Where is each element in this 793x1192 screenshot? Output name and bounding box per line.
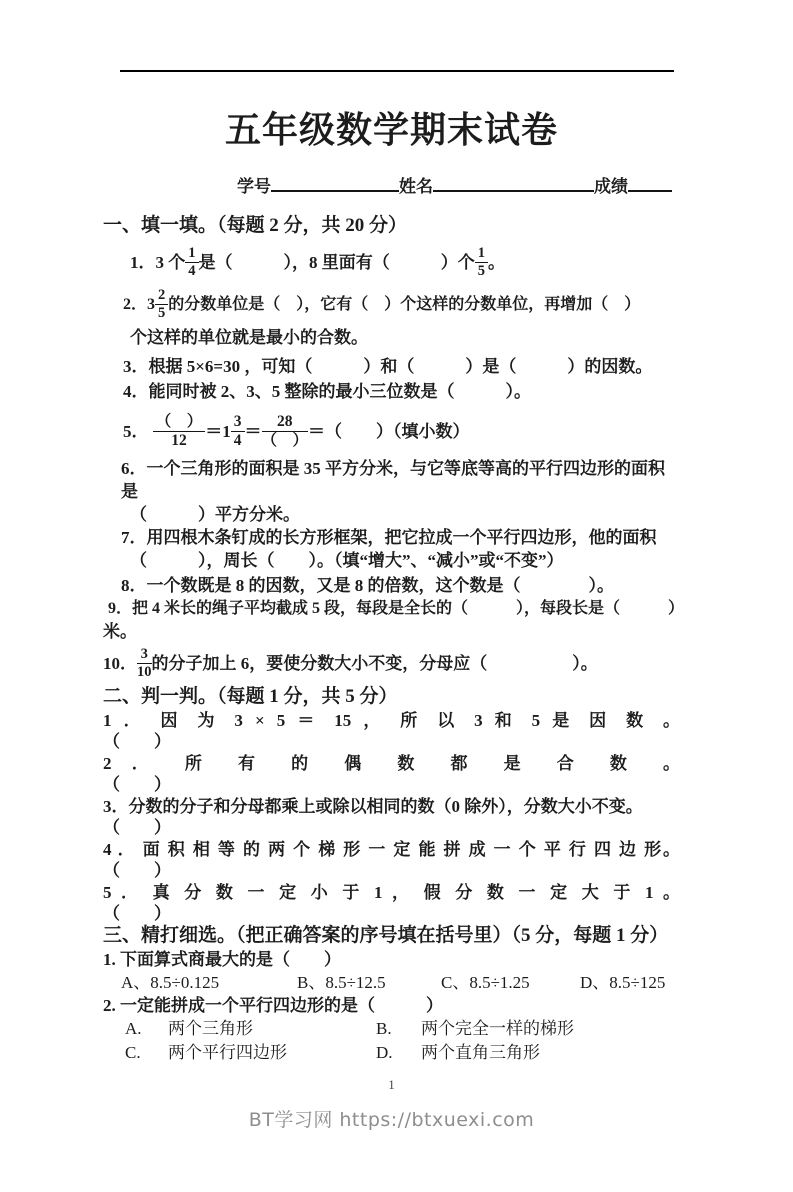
name-label: 姓名 xyxy=(399,177,433,196)
fraction xyxy=(137,646,152,680)
question-1-2-continued: 个这样的单位就是最小的合数。 xyxy=(130,328,368,347)
fraction xyxy=(475,245,488,279)
section2-heading: 二、判一判。（每题 1 分，共 5 分） xyxy=(103,686,398,707)
fraction-numerator: 3 xyxy=(231,413,245,432)
question-1-6-line1: 6．一个三角形的面积是 35 平方分米，与它等底等高的平行四边形的面积是 xyxy=(121,459,665,501)
fraction-numerator: 1 xyxy=(185,245,198,263)
question-1-7-line2: （ ），周长（ ）。（填“增大”、“减小”或“不变”） xyxy=(130,551,564,570)
fraction-denominator: （ ） xyxy=(261,431,309,449)
question-1-1 xyxy=(130,242,680,282)
option-letter-d: D. xyxy=(376,1043,393,1062)
footer-site-link[interactable]: BT学习网 https://btxuexi.com xyxy=(248,1109,535,1131)
question-3-2-options-row1 xyxy=(125,1017,680,1041)
question-1-4: 4．能同时被 2、3、5 整除的最小三位数是（ ）。 xyxy=(123,382,531,401)
option-letter-a: A. xyxy=(125,1019,142,1038)
question-text: ＝（ ）（填小数） xyxy=(308,421,470,441)
fraction-denominator: 4 xyxy=(188,262,196,279)
fraction-denominator: 12 xyxy=(171,431,187,449)
fraction xyxy=(153,413,206,450)
question-number: 5． xyxy=(123,421,149,441)
question-1-9-line2: 米。 xyxy=(103,622,137,641)
header-rule xyxy=(120,70,674,72)
score-blank xyxy=(628,175,672,192)
question-1-10 xyxy=(103,643,680,683)
option-text-a: 两个三角形 xyxy=(168,1019,253,1038)
fraction-numerator: （ ） xyxy=(153,413,206,432)
option-text-d: 两个直角三角形 xyxy=(421,1043,540,1062)
question-2-4: 4 ． 面 积 相 等 的 两 个 梯 形 一 定 能 拼 成 一 个 平 行 四 边 形。 xyxy=(103,840,680,859)
page-number: 1 xyxy=(388,1077,395,1092)
exam-page xyxy=(0,70,793,1192)
option-text-c: 两个平行四边形 xyxy=(168,1043,287,1062)
question-3-1: 1. 下面算式商最大的是（ ） xyxy=(103,950,341,969)
mixed-number-integer: 3 xyxy=(147,295,156,313)
answer-bracket-2-2: （ ） xyxy=(103,775,171,794)
score-label: 成绩 xyxy=(594,177,628,196)
question-text: 是（ ），8 里面有（ ）个 xyxy=(198,252,475,272)
question-2-2: 2 ． 所 有 的 偶 数 都 是 合 数 。 xyxy=(103,754,680,773)
fraction xyxy=(155,287,168,321)
question-text: 的分子加上 6，要使分数大小不变，分母应（ ）。 xyxy=(151,653,598,673)
option-text-b: 两个完全一样的梯形 xyxy=(421,1019,574,1038)
exam-title: 五年级数学期末试卷 xyxy=(224,110,558,150)
answer-bracket-2-5: （ ） xyxy=(103,904,171,923)
student-info-row xyxy=(237,175,680,199)
fraction xyxy=(185,245,198,279)
equals-sign: ＝1 xyxy=(205,421,231,441)
option-c: C、8.5÷1.25 xyxy=(441,973,530,992)
fraction xyxy=(231,413,245,450)
question-1-5 xyxy=(123,407,680,455)
fraction-numerator: 28 xyxy=(262,413,309,432)
question-1-2 xyxy=(123,284,680,324)
question-text: 。 xyxy=(488,252,505,272)
question-1-3: 3．根据 5×6=30 ，可知（ ）和（ ）是（ ）的因数。 xyxy=(123,357,653,376)
answer-bracket-2-1: （ ） xyxy=(103,732,171,751)
fraction-denominator: 4 xyxy=(233,431,242,449)
question-3-1-options xyxy=(121,971,680,994)
answer-bracket-2-3: （ ） xyxy=(103,818,171,837)
question-text: 的分数单位是（ ），它有（ ）个这样的分数单位，再增加（ ） xyxy=(168,295,641,313)
section1-heading: 一、填一填。（每题 2 分，共 20 分） xyxy=(103,215,408,236)
question-number: 10． xyxy=(103,653,137,673)
question-text: 3 个 xyxy=(155,252,186,272)
question-1-7-line1: 7．用四根木条钉成的长方形框架，把它拉成一个平行四边形，他的面积 xyxy=(121,528,657,547)
question-1-9-line1: 9．把 4 米长的绳子平均截成 5 段，每段是全长的（ ），每段长是（ ） xyxy=(108,600,685,617)
fraction xyxy=(262,413,309,450)
option-letter-b: B. xyxy=(376,1019,392,1038)
student-no-blank xyxy=(271,175,399,192)
question-3-2: 2. 一定能拼成一个平行四边形的是（ ） xyxy=(103,996,443,1015)
fraction-numerator: 3 xyxy=(137,646,152,664)
option-b: B、8.5÷12.5 xyxy=(297,973,386,992)
question-number: 1． xyxy=(130,252,156,272)
question-2-3: 3．分数的分子和分母都乘上或除以相同的数（0 除外），分数大小不变。 xyxy=(103,797,643,816)
fraction-denominator: 10 xyxy=(137,663,152,680)
fraction-denominator: 5 xyxy=(158,304,166,321)
question-1-8: 8．一个数既是 8 的因数，又是 8 的倍数，这个数是（ ）。 xyxy=(121,576,614,595)
question-1-6-line2: （ ）平方分米。 xyxy=(130,505,300,524)
option-letter-c: C. xyxy=(125,1043,141,1062)
option-a: A、8.5÷0.125 xyxy=(121,973,220,992)
option-d: D、8.5÷125 xyxy=(580,973,666,992)
answer-bracket-2-4: （ ） xyxy=(103,861,171,880)
question-3-2-options-row2 xyxy=(125,1041,680,1065)
fraction-denominator: 5 xyxy=(477,262,485,279)
question-2-5: 5 ． 真 分 数 一 定 小 于 1 ， 假 分 数 一 定 大 于 1 。 xyxy=(103,883,680,902)
fraction-numerator: 1 xyxy=(475,245,488,263)
equals-sign: ＝ xyxy=(244,421,262,441)
question-number: 2． xyxy=(123,295,148,313)
name-blank xyxy=(433,175,594,192)
fraction-numerator: 2 xyxy=(155,287,168,305)
question-2-1: 1 ． 因 为 3 × 5 ＝ 15 ， 所 以 3 和 5 是 因 数 。 xyxy=(103,711,680,730)
student-no-label: 学号 xyxy=(237,177,271,196)
section3-heading: 三、精打细选。（把正确答案的序号填在括号里）（5 分，每题 1 分） xyxy=(103,925,669,946)
